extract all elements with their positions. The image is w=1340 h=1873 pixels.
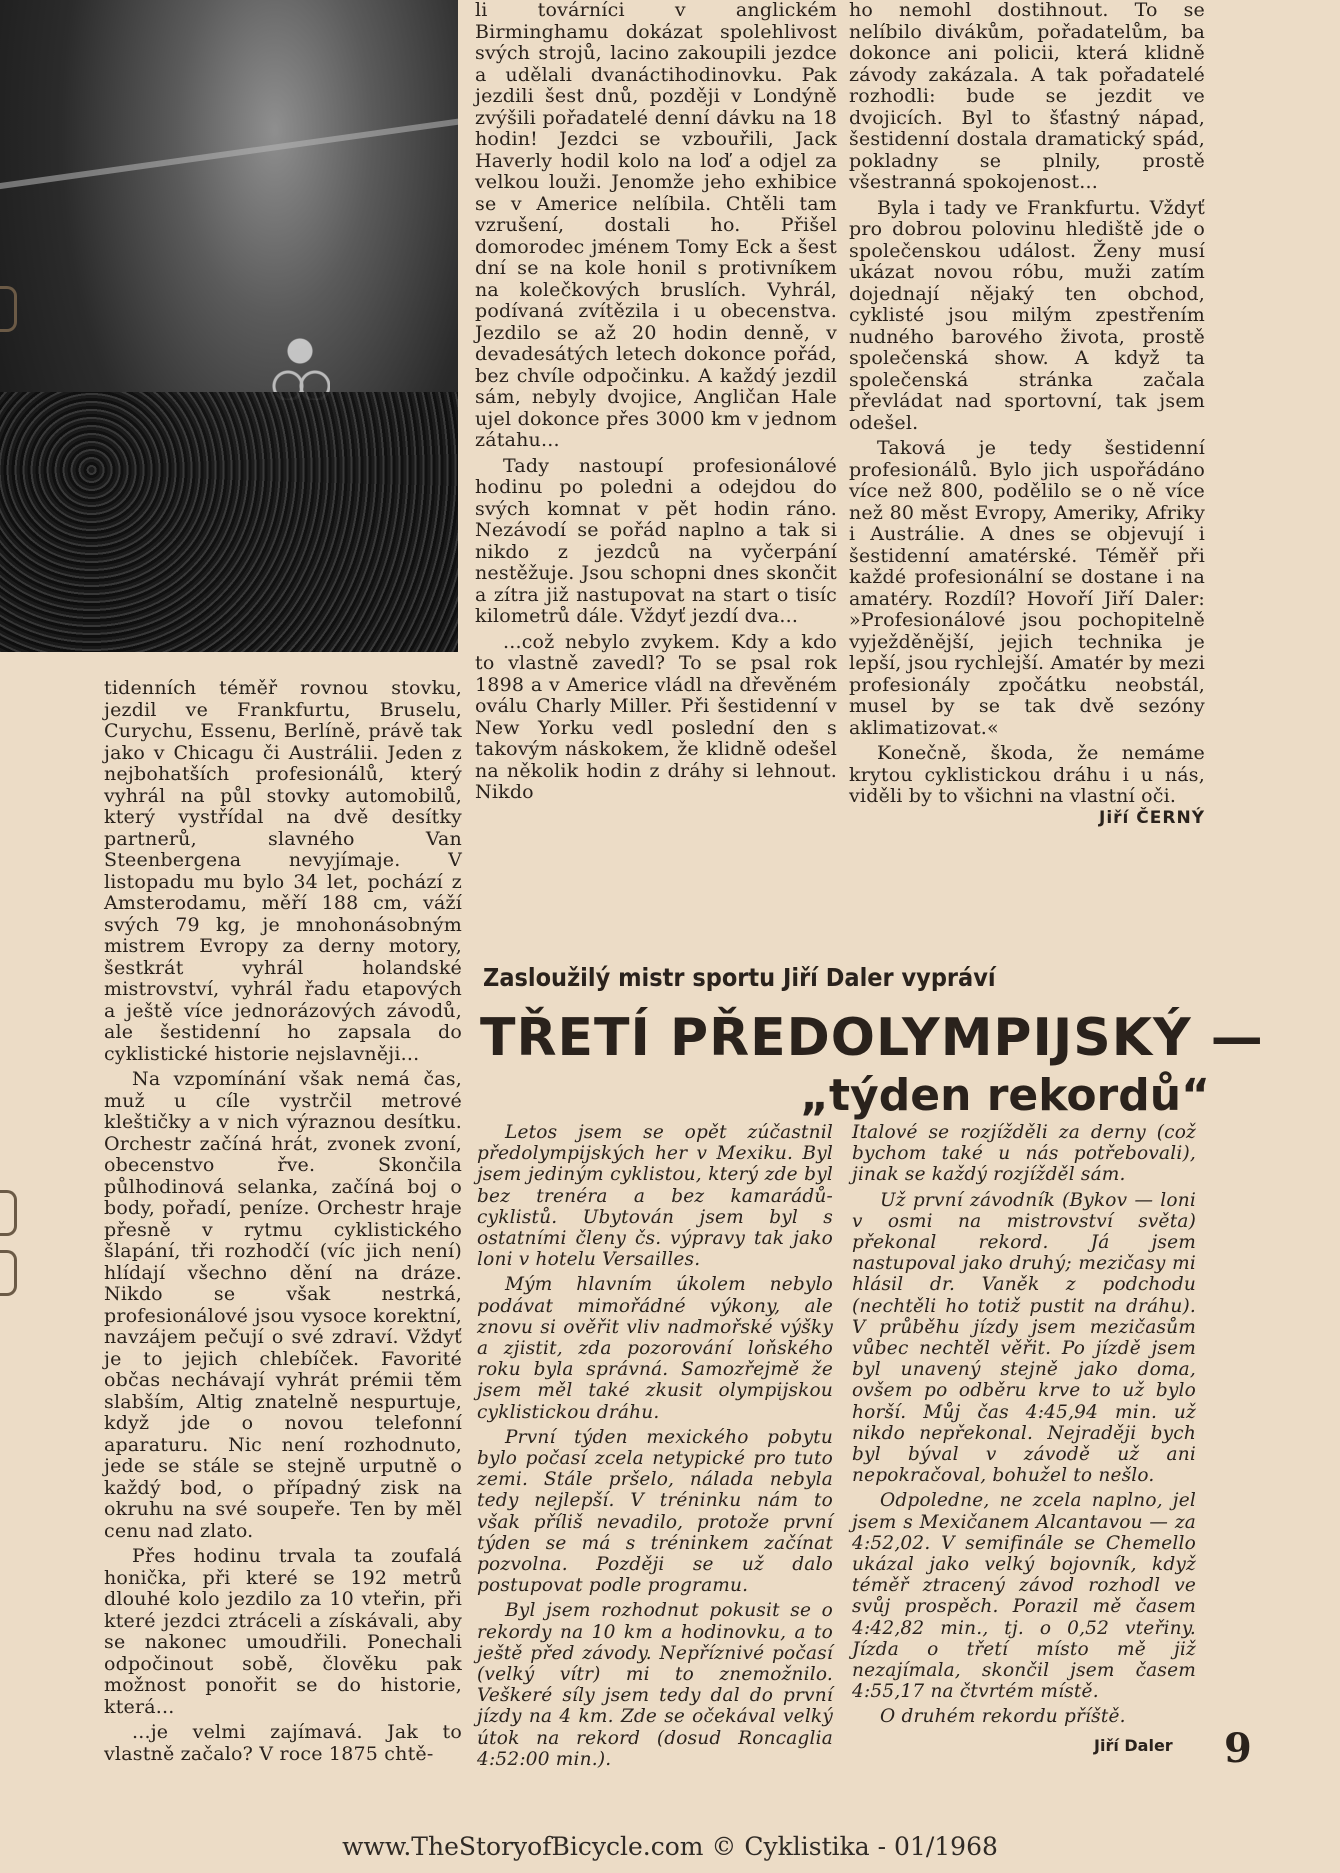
paragraph: ...je velmi zajímavá. Jak to vlastně začalo? V roce 1875 chtě- [104, 1721, 462, 1765]
paragraph [849, 742, 1205, 828]
author-signature: Jiří Daler [1094, 1736, 1173, 1755]
binding-ring-icon [0, 1250, 17, 1296]
paragraph-text: Konečně, škoda, že nemáme krytou cyklistickou dráhu i u nás, viděli by to všichni na vlastní oči. [849, 742, 1205, 807]
binding-ring-icon [0, 1190, 17, 1236]
paragraph: Letos jsem se opět zúčastnil předolympijských her v Mexiku. Byl jsem jediným cyklistou, který zde byl bez trenéra a bez kamarádů-cyklistů. Ubytován jsem byl s ostatními členy čs. výpravy tak jako loni v hotelu Versailles. [477, 1122, 833, 1271]
paragraph: O druhém rekordu příště. [880, 1706, 1126, 1728]
paragraph: Přes hodinu trvala ta zoufalá honička, při které se 192 metrů dlouhé kolo jezdilo za 10 vteřin, při které jezdci ztráceli a získávali, aby se nakonec umoudřili. Ponechali odpočinout sobě, člověku pak možnost ponořit se do historie, která... [104, 1545, 462, 1718]
article2-column-left [477, 1122, 833, 1770]
author-signature: Jiří ČERNÝ [1099, 807, 1205, 828]
paragraph: Už první závodník (Bykov — loni v osmi na mistrovství světa) překonal rekord. Já jsem nastupoval jako druhý; mezičasy mi hlásil dr. Vaněk z podchodu (nechtěli ho totiž pustit na dráhu). V průběhu jízdy jsem mezičasům vůbec nechtěl věřit. Po jízdě jsem byl unavený stejně jako doma, ovšem po odběru krve to už bylo horší. Můj čas 4:45,94 min. už nikdo nepřekonal. Nejraději bych byl býval v závodě už ani nepokračoval, bohužel to nešlo. [852, 1189, 1196, 1487]
cyclist-figure [270, 330, 330, 400]
article2-column-right [852, 1122, 1196, 1728]
paragraph: li továrníci v anglickém Birminghamu dokázat spolehlivost svých strojů, lacino zakoupili jezdce a udělali dvanáctihodinovku. Pak jezdili šest dnů, později v Londýně zvýšili pořadatelé denní dávku na 18 hodin! Jezdci se vzbouřili, Jack Haverly hodil kolo na loď a odjel za velkou louži. Jenomže jeho exhibice se v Americe nelíbila. Chtěli tam vzrušení, dostali ho. Přišel domorodec jménem Tomy Eck a šest dní se na kole honil s protivníkem na kolečkových bruslích. Vyhrál, podívaná zvítězila i u obecenstva. Jezdilo se až 20 hodin denně, v devadesátých letech dokonce pořád, bez chvíle odpočinku. A každý jezdil sám, nebyly dvojice, Angličan Hale ujel dokonce přes 3000 km v jednom zátahu... [475, 0, 837, 451]
paragraph: Na vzpomínání však nemá čas, muž u cíle vystrčil metrové kleštičky a v nich výraznou desítku. Orchestr začíná hrát, zvonek zvoní, obecenstvo řve. Skončila půlhodinová selanka, začíná boj o body, pořadí, peníze. Orchestr hraje přesně v rytmu cyklistického šlapání, tři rozhodčí (víc jich není) hlídají všechno dění na dráze. Nikdo se však nestrká, profesionálové jsou vysoce korektní, navzájem pečují o své zdraví. Vždyť je to jejich chlebíček. Favorité občas nechávají vyhrát prémii těm slabším, Altig znatelně nespurtuje, když jde o novou telefonní aparaturu. Nic není rozhodnuto, jede se stále se stejně urputně o každý bod, o případný zisk na okruhu na své soupeře. Ten by měl cenu nad zlato. [104, 1068, 462, 1542]
paragraph: tidenních téměř rovnou stovku, jezdil ve Frankfurtu, Bruselu, Curychu, Essenu, Berlíně, právě tak jako v Chicagu či Austrálii. Jeden z nejbohatších profesionálů, který vyhrál na půl stovky automobilů, který vystřídal na dvě desítky partnerů, slavného Van Steenbergena nevyjímaje. V listopadu mu bylo 34 let, pochází z Amsterodamu, měří 188 cm, váží svých 79 kg, je mnohonásobným mistrem Evropy za derny motory, šestkrát vyhrál holandské mistrovství, vyhrál řadu etapových a ještě více jednorázových závodů, ale šestidenní ho zapsala do cyklistické historie nejslavněji... [104, 677, 462, 1065]
paragraph: ho nemohl dostihnout. To se nelíbilo divákům, pořadatelům, ba dokonce ani policii, která klidně závody zakázala. A tak pořadatelé rozhodli: bude se jezdit ve dvojicích. Byl to šťastný nápad, šestidenní dostala dramatický spád, pokladny se plnily, prostě všestranná spokojenost... [849, 0, 1205, 193]
paragraph: Odpoledne, ne zcela naplno, jel jsem s Mexičanem Alcantavou — za 4:52,02. V semifinále se Chemello ukázal jako velký bojovník, když téměř ztracený závod rozhodl ve svůj prospěch. Porazil mě časem 4:42,82 min., tj. o 0,52 vteřiny. Jízda o třetí místo mě již nezajímala, skončil jsem časem 4:55,17 na čtvrtém místě. [852, 1490, 1196, 1703]
track-photo [0, 0, 458, 652]
binding-ring-icon [0, 286, 17, 332]
paragraph: Tady nastoupí profesionálové hodinu po poledni a odejdou do svých komnat v pět hodin ráno. Nezávodí se pořád naplno a tak si nikdo z jezdců na vyčerpání nestěžuje. Jsou schopni dnes skončit a zítra již nastupovat na start o tisíc kilometrů dále. Vždyť jezdí dva... [475, 454, 837, 627]
paragraph: Mým hlavním úkolem nebylo podávat mimořádné výkony, ale znovu si ověřit vliv nadmořské výšky a zjistit, zda pozorování loňského roku byla správná. Samozřejmě že jsem měl také zkusit olympijskou cyklistickou dráhu. [477, 1274, 833, 1423]
paragraph: Byla i tady ve Frankfurtu. Vždyť pro dobrou polovinu hlediště jde o společenskou událost. Ženy musí ukázat novou róbu, muži zatím dojednají nějaký ten obchod, cyklisté jsou milým zpestřením nudného barového života, prostě společenská show. A když ta společenská stránka začala převládat nad sportovní, tak jsem odešel. [849, 196, 1205, 434]
paragraph: Byl jsem rozhodnut pokusit se o rekordy na 10 km a hodinovku, a to ještě před závody. Nepříznivé počasí (velký vítr) mi to znemožnilo. Veškeré síly jsem tedy dal do první jízdy na 4 km. Zde se očekával velký útok na rekord (dosud Roncaglia 4:52:00 min.). [477, 1600, 833, 1770]
article-column-3 [849, 0, 1205, 829]
crowd-texture [0, 392, 458, 652]
paragraph: ...což nebylo zvykem. Kdy a kdo to vlastně zavedl? To se psal rok 1898 a v Americe vládl na dřevěném oválu Charly Miller. Při šestidenní v New Yorku vedl poslední den s takovým náskokem, že klidně odešel na několik hodin z dráhy si lehnout. Nikdo [475, 630, 837, 803]
paragraph: První týden mexického pobytu bylo počasí zcela netypické pro tuto zemi. Stále pršelo, nálada nebyla tedy nejlepší. V tréninku nám to však příliš nevadilo, protože první týden se má s tréninkem začínat pozvolna. Později se už dalo postupovat podle programu. [477, 1426, 833, 1597]
footer-credit: www.TheStoryofBicycle.com © Cyklistika - 01/1968 [342, 1832, 998, 1861]
article-column-1 [104, 678, 462, 1765]
paragraph: Italové se rozjížděli za derny (což bychom také u nás potřebovali), jinak se každý rozjížděl sám. [852, 1122, 1196, 1186]
article-column-2 [475, 0, 837, 804]
page-number: 9 [1224, 1725, 1252, 1772]
article-subhead: „týden rekordů“ [800, 1070, 1210, 1121]
article-headline: TŘETÍ PŘEDOLYMPIJSKÝ — [480, 1008, 1264, 1068]
article-kicker: Zasloužilý mistr sportu Jiří Daler vypráví [483, 963, 996, 992]
paragraph: Taková je tedy šestidenní profesionálů. Bylo jich uspořádáno více než 800, podělilo se o ně více než 80 měst Evropy, Ameriky, Afriky i Austrálie. A dnes se objevují i šestidenní amatérské. Téměř při každé profesionální se dostane i na amatéry. Rozdíl? Hovoří Jiří Daler: »Profesionálové jsou pochopitelně vyježděnější, jejich technika je lepší, jsou rychlejší. Amatér by mezi profesionály zpočátku neobstál, musel by se tak dvě sezóny aklimatizovat.« [849, 437, 1205, 739]
velodrome-track-shape [0, 112, 458, 335]
